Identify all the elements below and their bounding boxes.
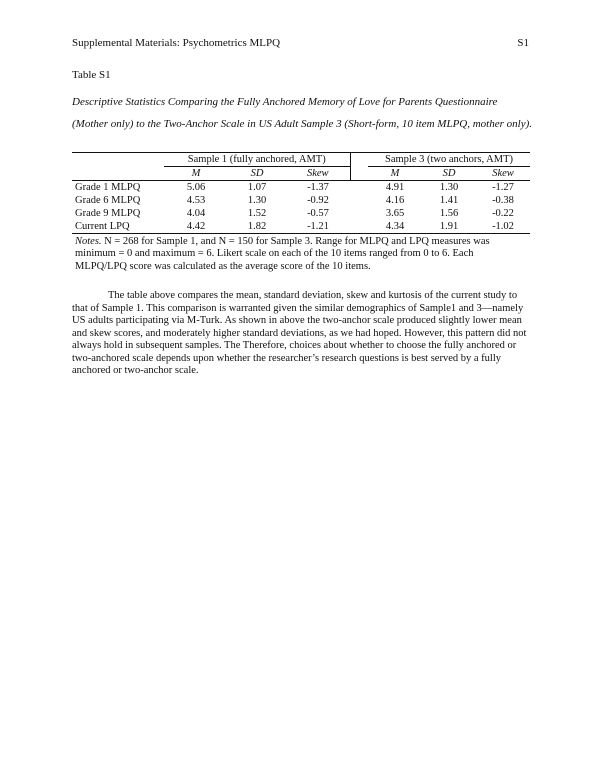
table-cell: 1.91	[422, 220, 476, 234]
table-cell: 1.07	[247, 182, 267, 193]
table-cell: 1.52	[247, 208, 267, 219]
row-label: Grade 1 MLPQ	[75, 182, 141, 193]
table-cell: 1.30	[439, 182, 459, 193]
row-label: Current LPQ	[72, 220, 164, 234]
table-cell: 1.56	[439, 208, 459, 219]
table-row	[72, 181, 530, 195]
table-cell: 5.06	[186, 182, 206, 193]
col-header-skew-sample-1: Skew	[286, 167, 350, 181]
table-cell: -0.22	[492, 208, 514, 219]
col-header-m-sample-1: M	[164, 167, 228, 181]
table-row	[72, 194, 530, 207]
table-cell: -0.57	[307, 208, 329, 219]
group-header-sample-1: Sample 1 (fully anchored, AMT)	[164, 153, 350, 167]
table-stub-header	[72, 153, 164, 167]
table-cell: 4.04	[186, 208, 206, 219]
notes-label: Notes.	[75, 236, 102, 247]
group-header-sample-3: Sample 3 (two anchors, AMT)	[368, 153, 530, 167]
notes-text: N = 268 for Sample 1, and N = 150 for Sample 3. Range for MLPQ and LPQ measures was minimum = 0 and maximum = 6. Likert scale on each of the 10 items ranged from 0 to 6. Each MLPQ/LPQ score was calculated as the average score of the 10 items.	[75, 236, 490, 272]
col-header-skew-sample-3: Skew	[476, 167, 530, 181]
body-paragraph: The table above compares the mean, standard deviation, skew and kurtosis of the current study to that of Sample 1. This comparison is warranted given the similar demographics of Sample1 and 3—namely US adults participating via M-Turk. As shown in above the two-anchor scale produced slightly lower mean and skew scores, and moderately higher standard deviations, as we had hoped. However, this pattern did not always hold in subsequent samples. The Therefore, choices about whether to choose the fully anchored or two-anchored scale depends upon whether the researcher’s research questions is best served by a fully anchored or two-anchor scale.	[72, 290, 527, 376]
table-row	[72, 207, 530, 220]
running-head: Supplemental Materials: Psychometrics MLPQ	[72, 37, 281, 49]
table-label: Table S1	[72, 69, 111, 81]
table-cell: -0.38	[492, 195, 514, 206]
table-cell: 1.41	[439, 195, 459, 206]
table-cell: -1.27	[492, 182, 514, 193]
table-cell: 4.16	[385, 195, 405, 206]
table-cell: 1.30	[247, 195, 267, 206]
table-notes	[75, 236, 527, 273]
table-caption: Descriptive Statistics Comparing the Fully Anchored Memory of Love for Parents Questionnaire (Mother only) to the Two-Anchor Scale in US Adult Sample 3 (Short-form, 10 item MLPQ, mother only).	[72, 96, 533, 130]
table-cell: 4.42	[164, 220, 228, 234]
col-header-m-sample-3: M	[368, 167, 422, 181]
page-number: S1	[517, 37, 529, 49]
descriptive-stats-table	[72, 152, 530, 234]
table-cell: 4.53	[186, 195, 206, 206]
table-cell: -1.21	[286, 220, 350, 234]
table-cell: 4.34	[368, 220, 422, 234]
table-cell: -1.37	[307, 182, 329, 193]
table-row	[72, 220, 530, 234]
col-header-sd-sample-1: SD	[228, 167, 286, 181]
table-cell: -0.92	[307, 195, 329, 206]
table-cell: 3.65	[385, 208, 405, 219]
table-cell: 1.82	[228, 220, 286, 234]
row-label: Grade 6 MLPQ	[75, 195, 141, 206]
table-cell: 4.91	[385, 182, 405, 193]
col-header-sd-sample-3: SD	[422, 167, 476, 181]
table-cell: -1.02	[476, 220, 530, 234]
row-label: Grade 9 MLPQ	[75, 208, 141, 219]
